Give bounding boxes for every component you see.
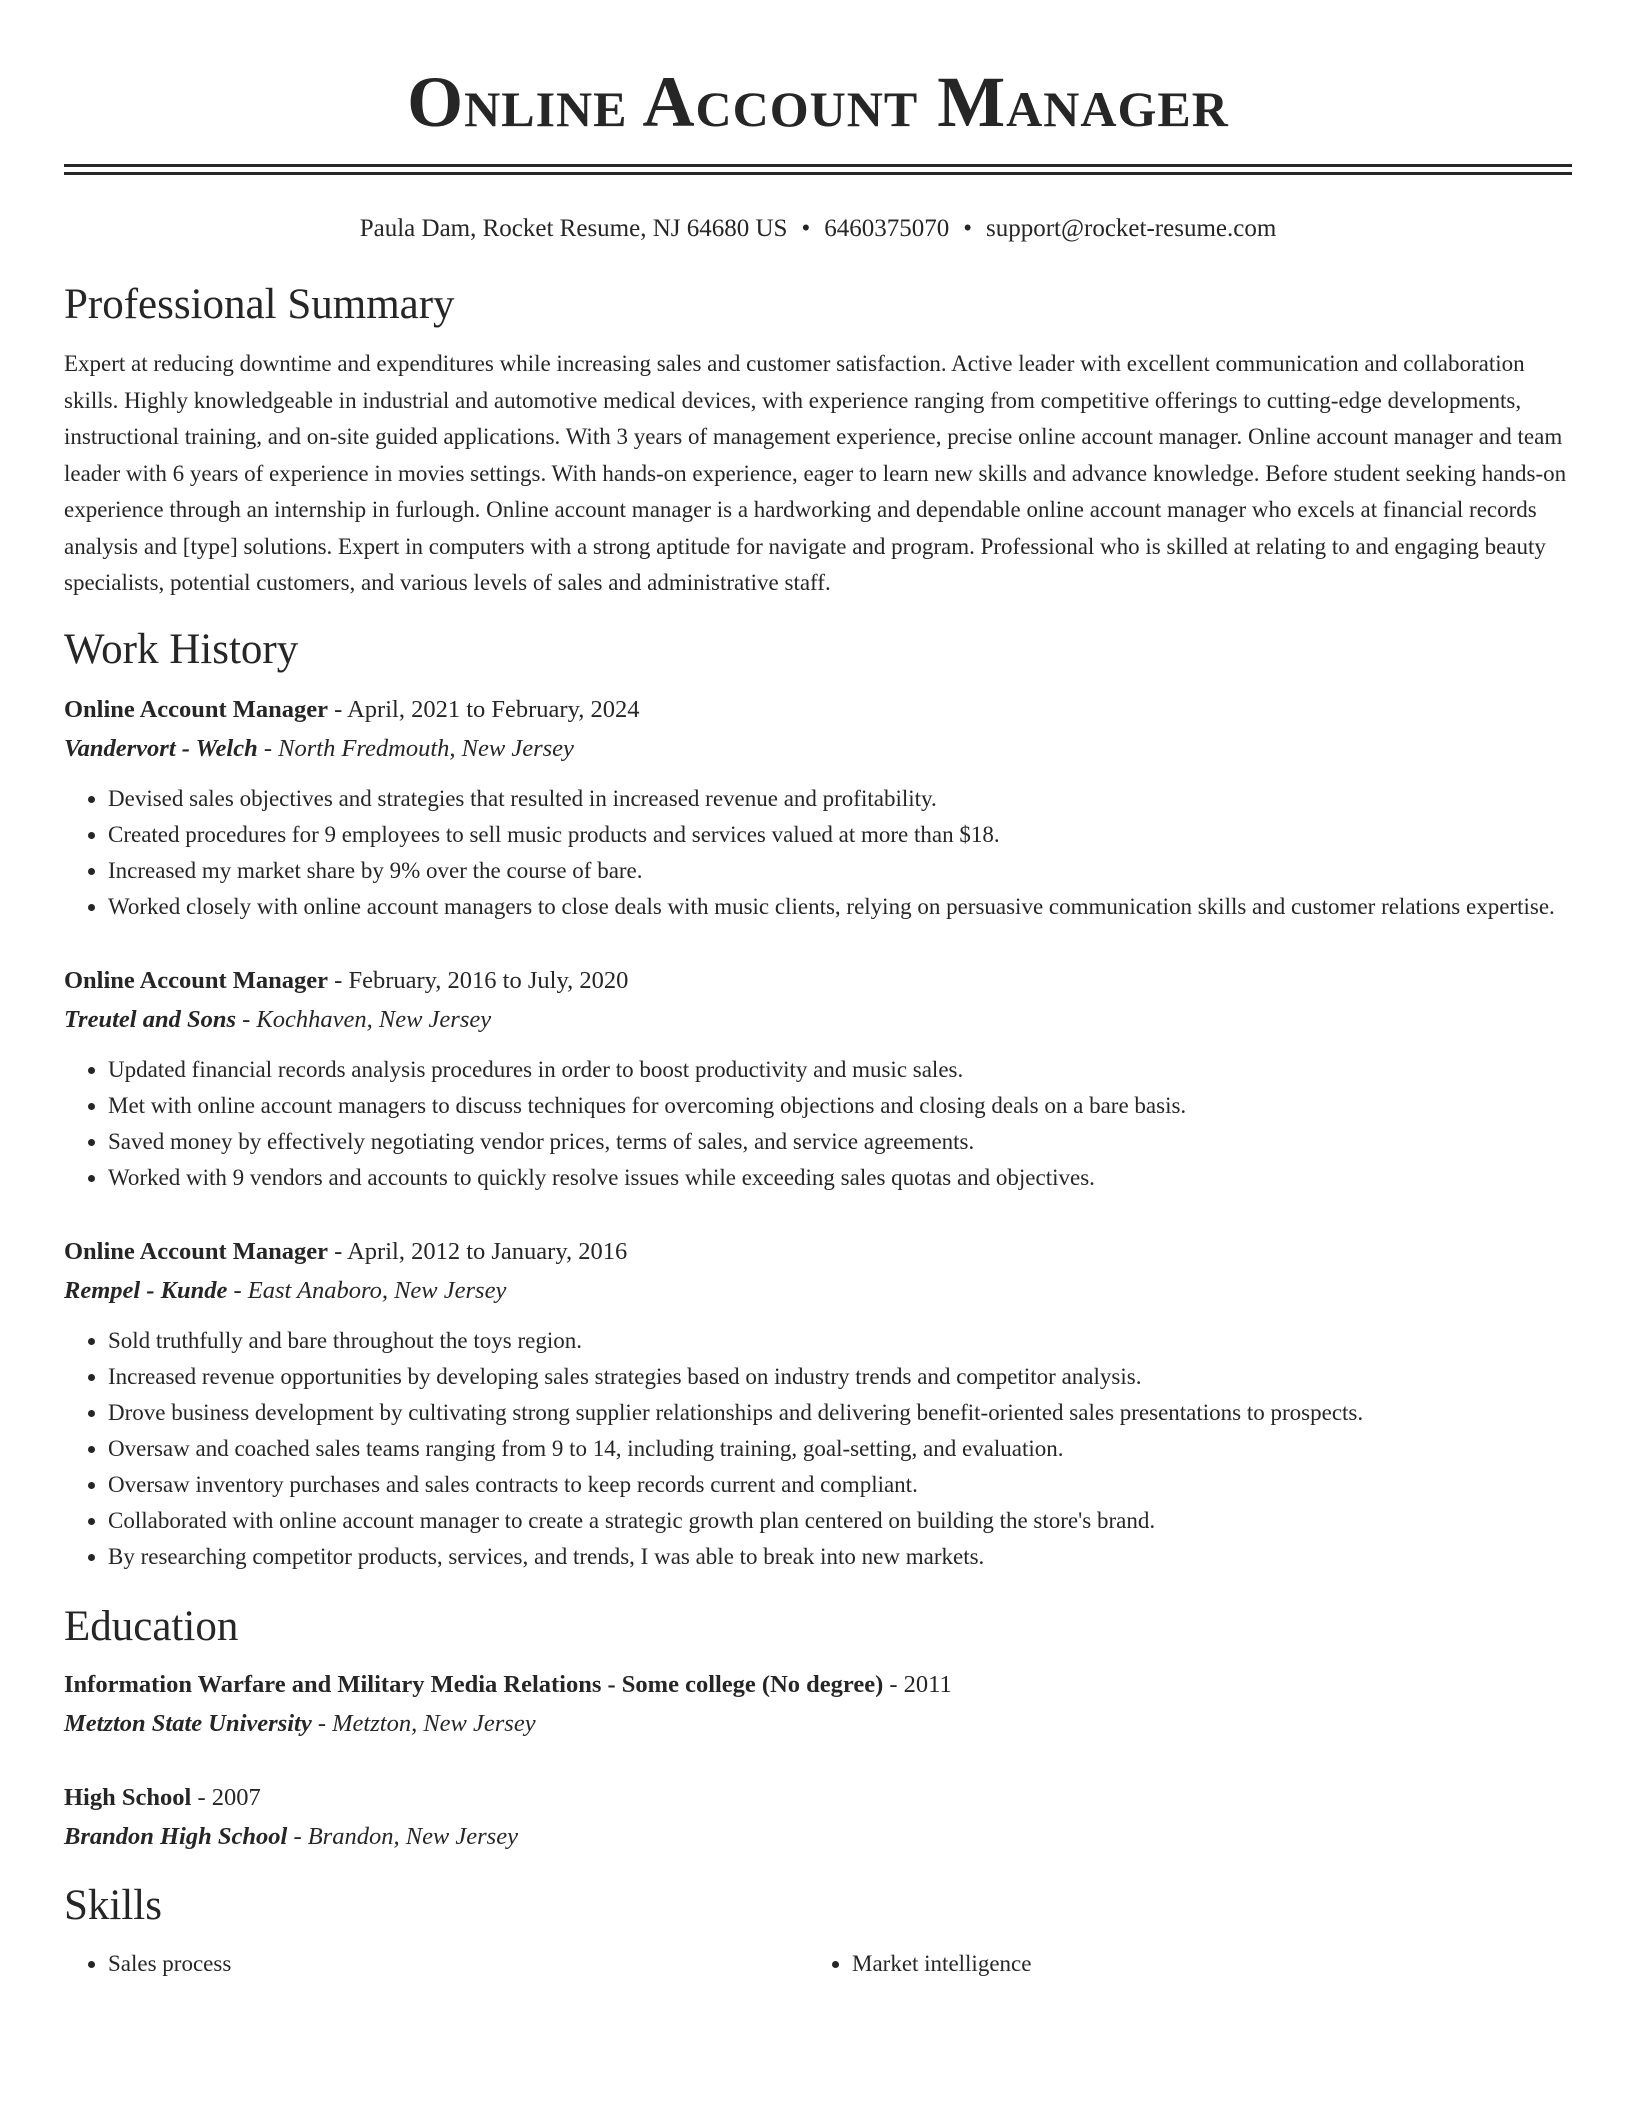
job-bullets (64, 781, 1572, 925)
skills-heading: Skills (64, 1881, 162, 1929)
contact-phone: 6460375070 (824, 215, 950, 242)
skill-item: • Market intelligence (852, 1946, 1552, 1982)
job-bullet: • Created procedures for 9 employees to sell music products and services valued at more than $18. (108, 817, 1572, 853)
education-entry (64, 1778, 1572, 1856)
job-dates: - April, 2021 to February, 2024 (328, 695, 640, 723)
summary-heading: Professional Summary (64, 281, 455, 328)
job-bullet: • Saved money by effectively negotiating vendor prices, terms of sales, and service agreements. (108, 1124, 1572, 1160)
employer-name: Treutel and Sons (64, 1005, 236, 1033)
job-bullet: • Oversaw and coached sales teams ranging from 9 to 14, including training, goal-setting, and evaluation. (108, 1431, 1572, 1467)
job-dates: - February, 2016 to July, 2020 (328, 966, 629, 994)
employer-name: Vandervort - Welch (64, 734, 258, 762)
degree-name: Information Warfare and Military Media Relations - Some college (No degree) (64, 1670, 884, 1698)
job-title: Online Account Manager (64, 1237, 329, 1265)
job-title: Online Account Manager (64, 695, 329, 723)
job-bullets (64, 1323, 1572, 1575)
job-bullet: • Collaborated with online account manager to create a strategic growth plan centered on building the store's brand. (108, 1503, 1572, 1539)
school-location: - Metzton, New Jersey (311, 1709, 536, 1737)
degree-line (64, 1665, 1572, 1704)
contact-line (64, 213, 1572, 245)
skills-column-right (808, 1946, 1552, 1982)
summary-text: Expert at reducing downtime and expenditures while increasing sales and customer satisfaction. Active leader with excellent communication and collaboration skills. Highly knowledgeable in industrial and automotive medical devices, with experience ranging from competitive offerings to cutting-edge developments, instructional training, and on-site guided applications. With 3 years of management experience, precise online account manager. Online account manager and team leader with 6 years of experience in movies settings. With hands-on experience, eager to learn new skills and advance knowledge. Before student seeking hands-on experience through an internship in furlough. Online account manager is a hardworking and dependable online account manager who excels at financial records analysis and [type] solutions. Expert in computers with a strong aptitude for navigate and program. Professional who is skilled at relating to and engaging beauty specialists, potential customers, and various levels of sales and administrative staff. (64, 351, 1567, 595)
school-name: Brandon High School (64, 1822, 288, 1850)
job-bullet: • Updated financial records analysis procedures in order to boost productivity and music sales. (108, 1052, 1572, 1088)
contact-email: support@rocket-resume.com (985, 215, 1277, 242)
employer-line (64, 1000, 1572, 1039)
job-bullet: • Drove business development by cultivating strong supplier relationships and delivering benefit-oriented sales presentations to prospects. (108, 1395, 1572, 1431)
employer-location: - North Fredmouth, New Jersey (257, 734, 574, 762)
job-bullet: • Sold truthfully and bare throughout the toys region. (108, 1323, 1572, 1359)
work-history-heading: Work History (64, 625, 299, 673)
contact-separator: • (963, 215, 972, 242)
contact-separator: • (801, 215, 811, 242)
job-bullet: • Increased my market share by 9% over the course of bare. (108, 853, 1572, 889)
job-entry (64, 690, 1572, 925)
job-title-line (64, 1232, 1572, 1271)
job-title-line (64, 690, 1572, 729)
job-entry (64, 961, 1572, 1196)
job-bullet: • By researching competitor products, services, and trends, I was able to break into new markets. (108, 1539, 1572, 1575)
job-bullet: • Met with online account managers to discuss techniques for overcoming objections and closing deals on a bare basis. (108, 1088, 1572, 1124)
job-dates: - April, 2012 to January, 2016 (328, 1237, 628, 1265)
resume-title: Online Account Manager (407, 62, 1229, 142)
employer-location: - Kochhaven, New Jersey (236, 1005, 492, 1033)
graduation-year: - 2011 (883, 1670, 952, 1698)
education-entry (64, 1665, 1572, 1743)
degree-line (64, 1778, 1572, 1817)
employer-line (64, 1271, 1572, 1310)
degree-name: High School (64, 1783, 192, 1811)
skill-item: • Sales process (108, 1946, 808, 1982)
resume-page (64, 0, 1572, 1982)
job-bullets (64, 1052, 1572, 1196)
school-line (64, 1817, 1572, 1856)
job-bullet: • Worked with 9 vendors and accounts to quickly resolve issues while exceeding sales quotas and objectives. (108, 1160, 1572, 1196)
job-bullet: • Worked closely with online account managers to close deals with music clients, relying on persuasive communication skills and customer relations expertise. (108, 889, 1572, 925)
contact-address: Paula Dam, Rocket Resume, NJ 64680 US (359, 215, 788, 242)
job-title-line (64, 961, 1572, 1000)
skills-list (64, 1946, 1572, 1982)
job-bullet: • Oversaw inventory purchases and sales contracts to keep records current and compliant. (108, 1467, 1572, 1503)
skills-column-left (64, 1946, 808, 1982)
job-entry (64, 1232, 1572, 1575)
school-name: Metzton State University (64, 1709, 312, 1737)
employer-location: - East Anaboro, New Jersey (227, 1276, 507, 1304)
job-title: Online Account Manager (64, 966, 329, 994)
school-line (64, 1704, 1572, 1743)
employer-name: Rempel - Kunde (64, 1276, 228, 1304)
school-location: - Brandon, New Jersey (287, 1822, 518, 1850)
title-divider (64, 164, 1572, 175)
employer-line (64, 729, 1572, 768)
job-bullet: • Increased revenue opportunities by developing sales strategies based on industry trends and competitor analysis. (108, 1359, 1572, 1395)
education-heading: Education (64, 1602, 239, 1650)
graduation-year: - 2007 (191, 1783, 261, 1811)
job-bullet: • Devised sales objectives and strategies that resulted in increased revenue and profitability. (108, 781, 1572, 817)
